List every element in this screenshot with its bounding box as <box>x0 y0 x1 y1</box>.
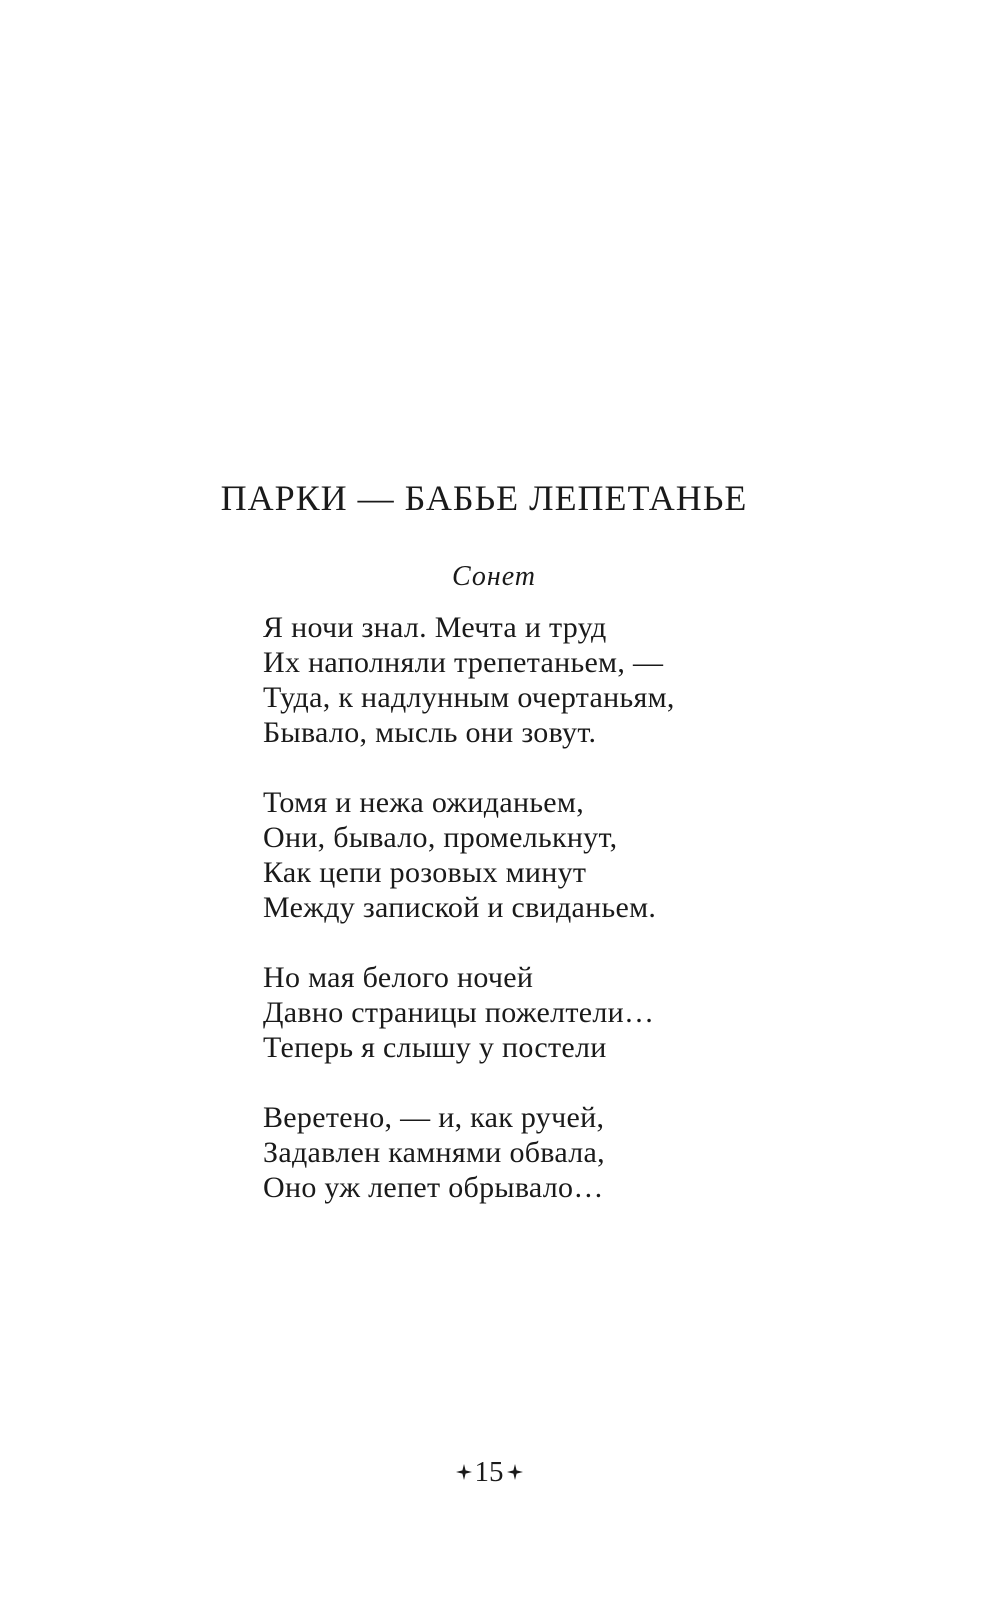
poem-body <box>263 610 823 1240</box>
four-point-star-icon <box>456 1464 472 1480</box>
poem-line: Их наполняли трепетаньем, — <box>263 646 664 679</box>
four-point-star-icon <box>507 1464 523 1480</box>
poem-line: Я ночи знал. Мечта и труд <box>263 611 607 644</box>
poem-line: Туда, к надлунным очертаньям, <box>263 681 675 714</box>
poem-line: Томя и нежа ожиданьем, <box>263 786 584 819</box>
stanza <box>263 610 823 750</box>
poem-line: Они, бывало, промелькнут, <box>263 821 618 854</box>
poem-line: Теперь я слышу у постели <box>263 1031 607 1064</box>
poem-subtitle-text: Сонет <box>451 561 537 592</box>
stanza <box>263 1100 823 1205</box>
poem-title-text: ПАРКИ — БАБЬЕ ЛЕПЕТАНЬЕ <box>220 478 748 518</box>
page-footer <box>0 1455 1000 1488</box>
poem-line: Но мая белого ночей <box>263 961 534 994</box>
stanza <box>263 960 823 1065</box>
poem-line: Между запиской и свиданьем. <box>263 891 657 924</box>
poem-line: Оно уж лепет обрывало… <box>263 1171 604 1204</box>
poem-line: Бывало, мысль они зовут. <box>263 716 597 749</box>
poem-line: Как цепи розовых минут <box>263 856 587 889</box>
page-number: 15 <box>474 1456 504 1488</box>
poem-line: Давно страницы пожелтели… <box>263 996 655 1029</box>
poem-subtitle <box>0 560 1000 594</box>
page-number-group <box>456 1456 523 1488</box>
poem-title <box>0 476 1000 520</box>
poem-line: Веретено, — и, как ручей, <box>263 1101 605 1134</box>
poem-line: Задавлен камнями обвала, <box>263 1136 605 1169</box>
stanza <box>263 785 823 925</box>
